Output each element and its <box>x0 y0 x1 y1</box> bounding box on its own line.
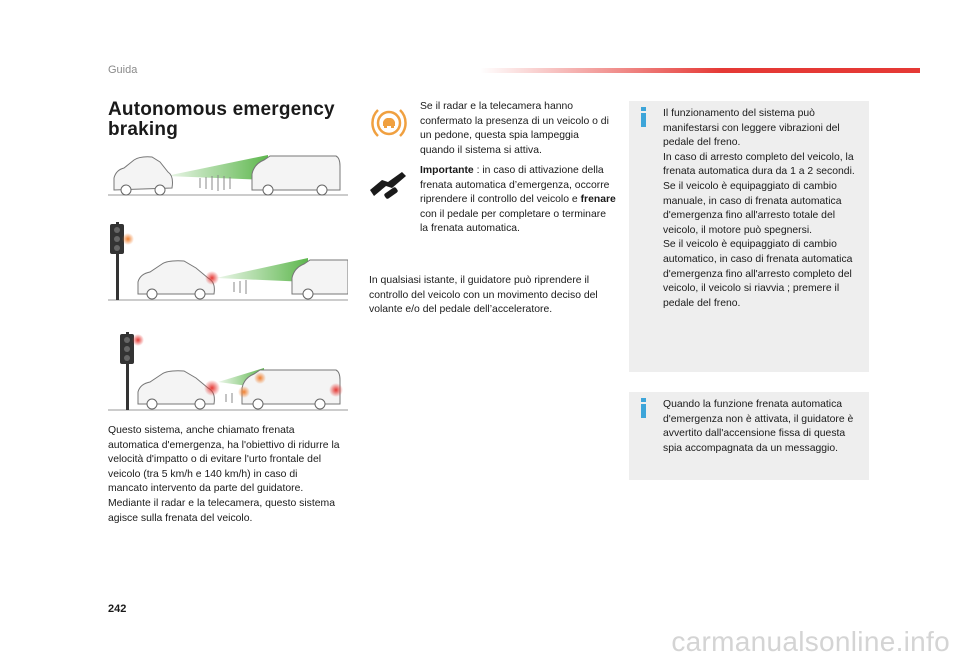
info-line: Il funzionamento del sistema può manifestarsi con leggere vibrazioni del pedale del freno. <box>663 108 840 149</box>
header-accent-bar <box>480 68 920 73</box>
description-paragraph: Mediante il radar e la telecamera, questo sistema agisce sulla frenata del veicolo. <box>108 497 335 524</box>
car-illustration <box>114 157 173 190</box>
driver-override-text: In qualsiasi istante, il guidatore può riprendere il controllo del veicolo con un movimento deciso del volante e/o del pedale dell’acceleratore. <box>369 275 598 316</box>
info-line: In caso di arresto completo del veicolo, la frenata automatica dura da 1 a 2 secondi. <box>663 151 855 178</box>
info-icon <box>639 398 649 418</box>
steering-wheel-hand-icon <box>368 170 408 202</box>
illustration-orange-light <box>108 220 348 302</box>
important-bold-word: frenare <box>580 194 616 206</box>
important-text-part: con il pedale per completare o terminare la frenata automatica. <box>420 208 606 235</box>
page-number: 242 <box>108 603 127 615</box>
van-illustration <box>252 156 340 190</box>
info-box-deactivated <box>629 392 869 480</box>
info-line: Se il veicolo è equipaggiato di cambio automatico, in caso di frenata automatica d'emergenza fino all'arresto completo del veicolo, il veicolo si riavvia ; premere il pedale del freno. <box>663 239 853 309</box>
header-section-label: Guida <box>108 64 138 76</box>
brake-warning-icon <box>370 104 408 142</box>
illustration-radar-detection <box>108 150 348 200</box>
system-description <box>108 424 340 526</box>
important-text-part: : in caso di attivazione della frenata automatica d’emergenza, occorre riprendere il controllo del veicolo e <box>420 165 610 206</box>
illustration-red-light <box>108 330 348 412</box>
info-box-text: Quando la funzione frenata automatica d'emergenza non è attivata, il guidatore è avvertito dall'accensione fissa di questa spia accompagnata da un messaggio. <box>663 399 854 454</box>
info-box-operation <box>629 101 869 372</box>
info-icon <box>639 107 649 127</box>
info-box-text <box>663 107 863 311</box>
important-note <box>420 164 616 237</box>
description-paragraph: Questo sistema, anche chiamato frenata automatica d'emergenza, ha l'obiettivo di ridurre la velocità d'impatto o di evitare l'urto frontale del veicolo (tra 5 km/h e 140 km/h) in caso di mancato intervento da parte del guidatore. <box>108 425 340 495</box>
important-label: Importante <box>420 165 474 176</box>
watermark: carmanualsonline.info <box>671 626 950 657</box>
info-line: Se il veicolo è equipaggiato di cambio manuale, in caso di frenata automatica d'emergenza fino all'arresto totale del veicolo, il motore può spegnersi. <box>663 180 842 236</box>
traffic-light-icon <box>110 222 134 300</box>
page-title: Autonomous emergency braking <box>108 99 335 140</box>
radar-warning-text: Se il radar e la telecamera hanno confermato la presenza di un veicolo o di un pedone, questa spia lampeggia quando il sistema si attiva. <box>420 101 609 156</box>
